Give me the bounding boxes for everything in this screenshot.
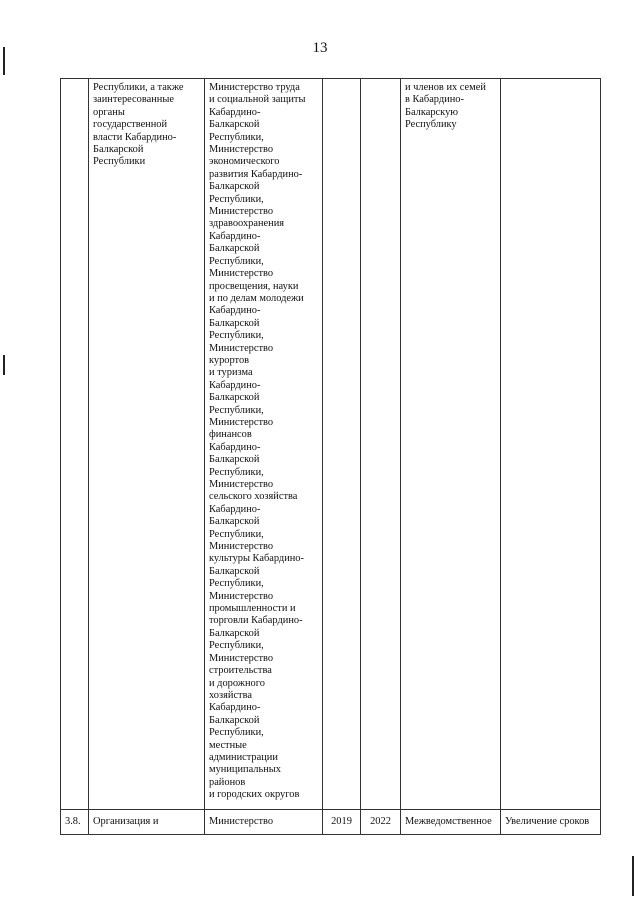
scan-mark-right-bottom [632,856,634,896]
scan-mark-left-middle [3,355,5,375]
measures-table [60,78,601,835]
cell-effect [501,79,601,810]
cell-number [61,79,89,810]
cell-end-year: 2022 [361,810,401,835]
page-number: 13 [312,40,328,56]
cell-event: Организация и [89,810,205,835]
cell-start-year [323,79,361,810]
cell-result: и членов их семей в Кабардино- Балкарскую Республику [401,79,501,810]
cell-number: 3.8. [61,810,89,835]
cell-executor: Министерство [205,810,323,835]
cell-effect: Увеличение сроков [501,810,601,835]
table-row-item-3-8 [61,810,601,835]
cell-executor: Министерство труда и социальной защиты Кабардино- Балкарской Республики, Министерство экономического развития Кабардино- Балкарской Республики, Министерство здравоохранения Кабардино- Балкарской Республики, Министерство просвещения, науки и по делам молодежи Кабардино- Балкарской Республики, Министерство курортов и туризма Кабардино- Балкарской Республики, Министерство финансов Кабардино- Балкарской Республики, Министерство сельского хозяйства Кабардино- Балкарской Республики, Министерство культуры Кабардино- Балкарской Республики, Министерство промышленности и торговли Кабардино- Балкарской Республики, Министерство строительства и дорожного хозяйства Кабардино- Балкарской Республики, местные администрации муниципальных районов и городских округов [205,79,323,810]
cell-result: Межведомственное [401,810,501,835]
table-row-continuation [61,79,601,810]
scan-mark-left-top [3,47,5,75]
cell-event: Республики, а также заинтересованные органы государственной власти Кабардино- Балкарской Республики [89,79,205,810]
cell-end-year [361,79,401,810]
cell-start-year: 2019 [323,810,361,835]
